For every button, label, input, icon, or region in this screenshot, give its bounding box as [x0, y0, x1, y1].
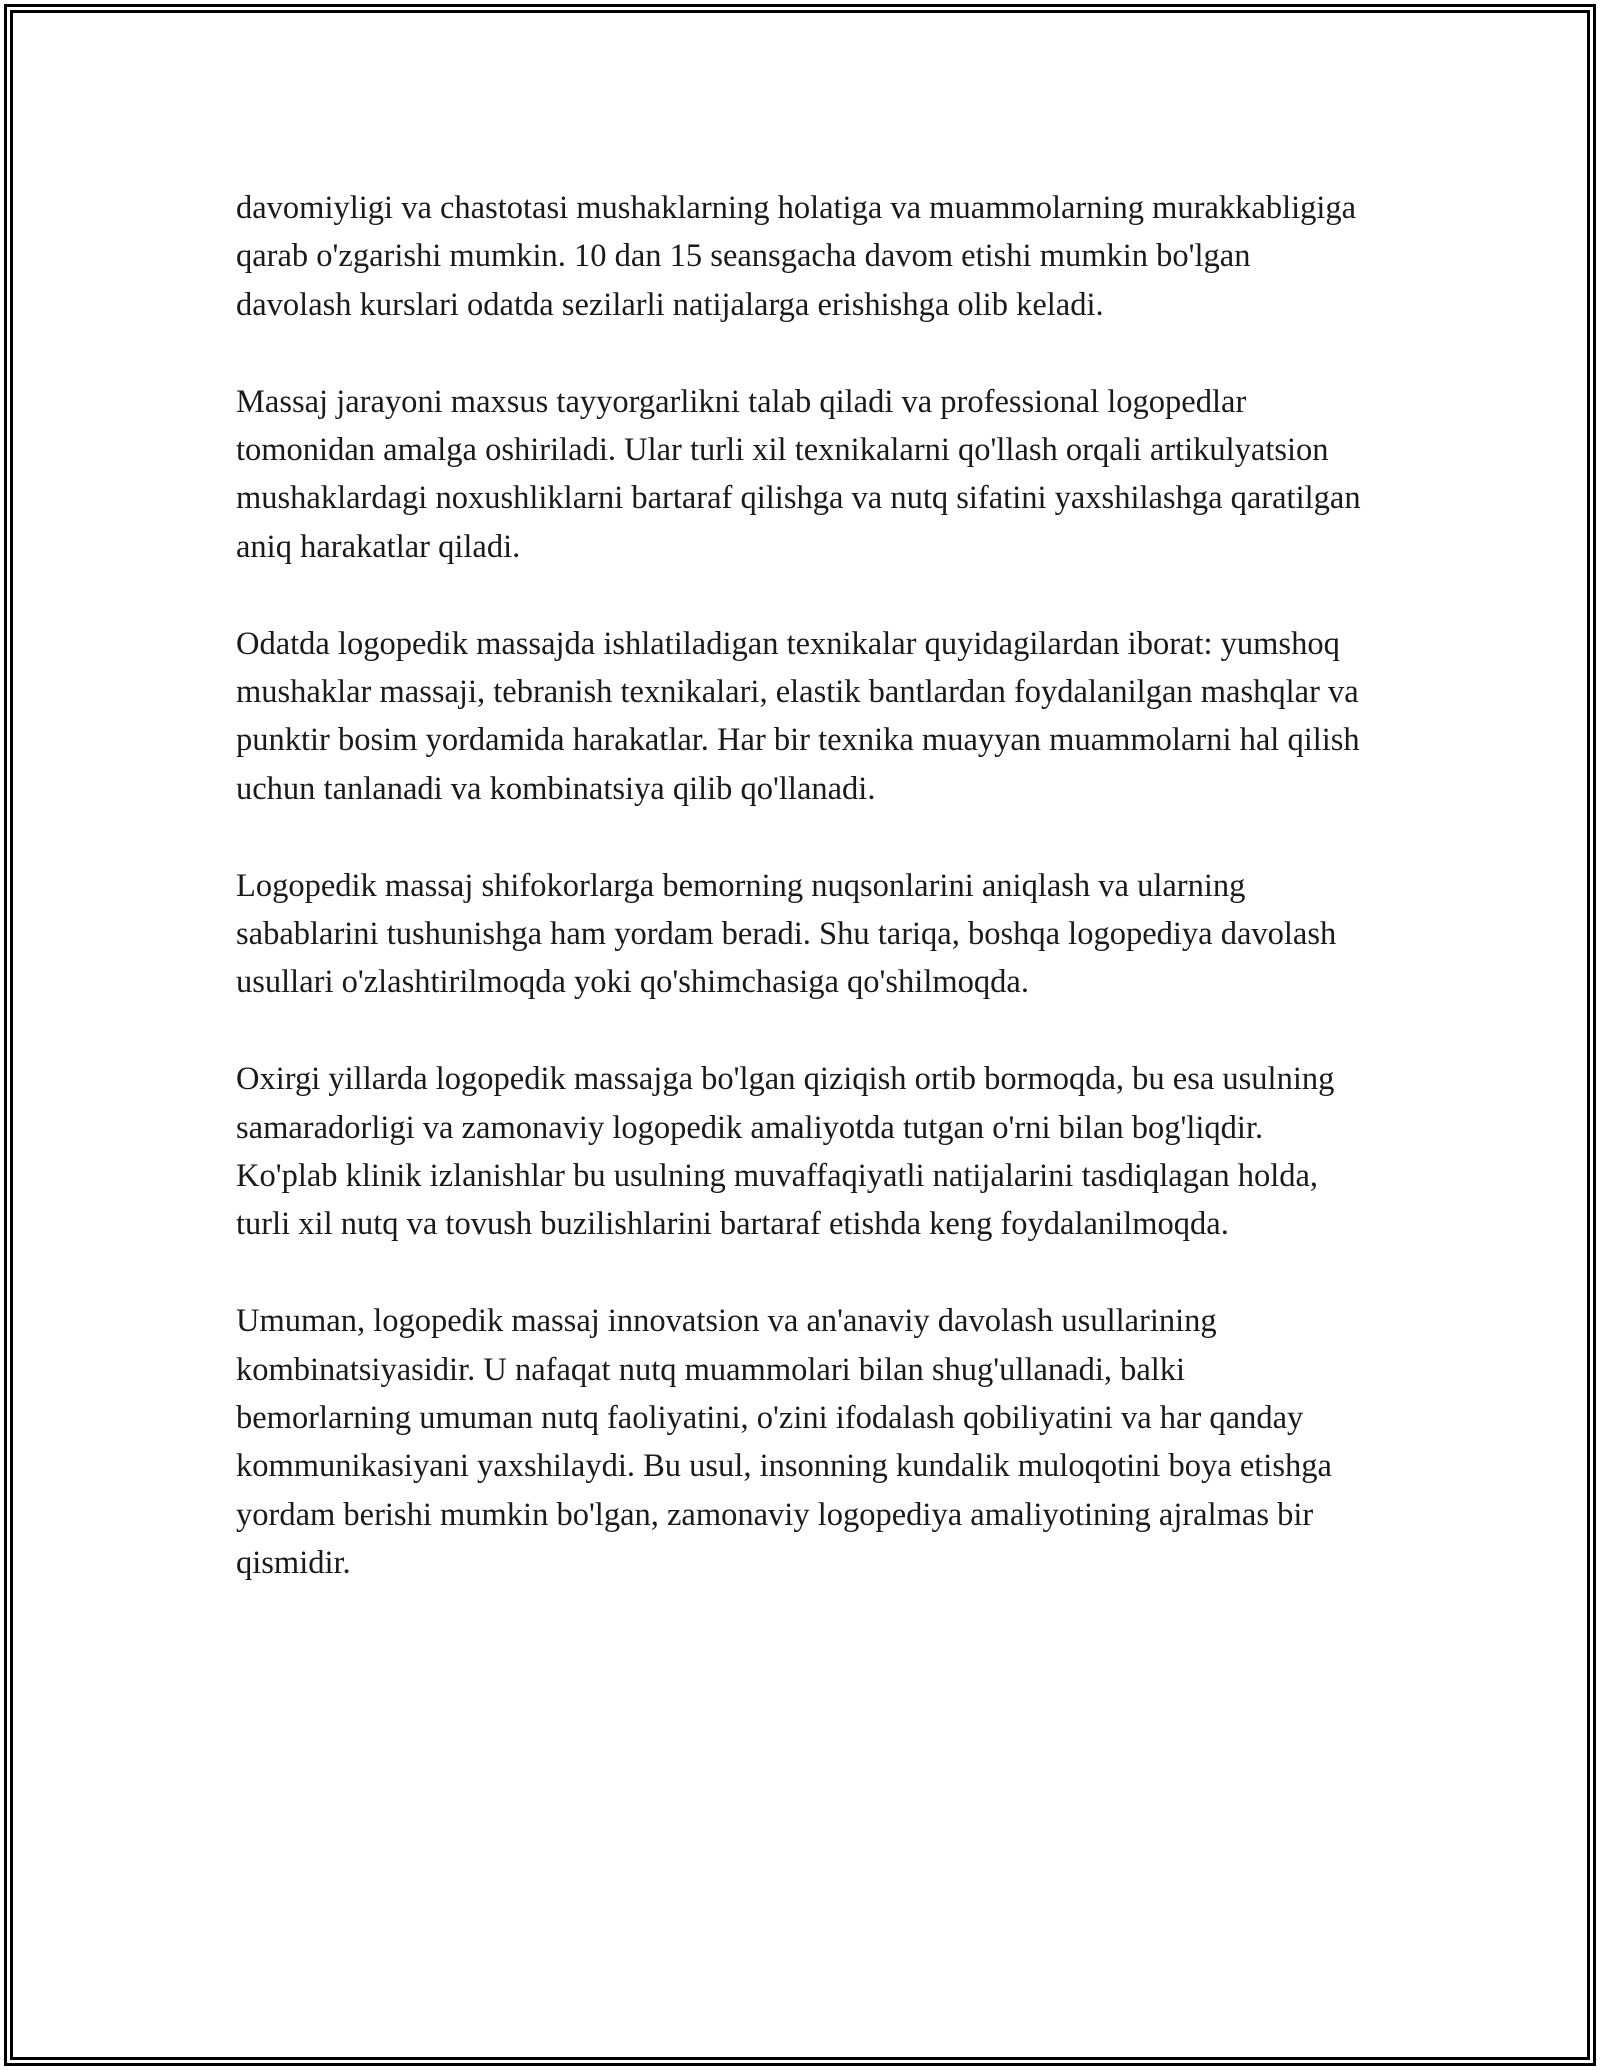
- paragraph-4: Logopedik massaj shifokorlarga bemorning nuqsonlarini aniqlash va ularning sabablarini tushunishga ham yordam beradi. Shu tariqa, boshqa logopediya davolash usullari o'zlashtirilmoqda yoki qo'shimchasiga qo'shilmoqda.: [236, 867, 1337, 1001]
- paragraph-1: davomiyligi va chastotasi mushaklarning holatiga va muammolarning murakkabligiga qarab o'zgarishi mumkin. 10 dan 15 seansgacha davom etishi mumkin bo'lgan davolash kurslari odatda sezilarli natijalarga erishishga olib keladi.: [236, 190, 1357, 323]
- paragraph-6: Umuman, logopedik massaj innovatsion va an'anaviy davolash usullarining kombinatsiyasidir. U nafaqat nutq muammolari bilan shug'ullanadi, balki bemorlarning umuman nutq faoliyatini, o'zini ifodalash qobiliyatini va har qanday kommunikasiyani yaxshilaydi. Bu usul, insonning kundalik muloqotini boya etishga yordam berishi mumkin bo'lgan, zamonaviy logopediya amaliyotining ajralmas bir qismidir.: [236, 1303, 1332, 1582]
- document-body: [236, 184, 1366, 1636]
- paragraph-5: Oxirgi yillarda logopedik massajga bo'lgan qiziqish ortib bormoqda, bu esa usulning samaradorligi va zamonaviy logopedik amaliyotda tutgan o'rni bilan bog'liqdir. Ko'plab klinik izlanishlar bu usulning muvaffaqiyatli natijalarini tasdiqlagan holda, turli xil nutq va tovush buzilishlarini bartaraf etishda keng foydalanilmoqda.: [236, 1061, 1335, 1243]
- paragraph-2: Massaj jarayoni maxsus tayyorgarlikni talab qiladi va professional logopedlar tomonidan amalga oshiriladi. Ular turli xil texnikalarni qo'llash orqali artikulyatsion mushaklardagi noxushliklarni bartaraf qilishga va nutq sifatini yaxshilashga qaratilgan aniq harakatlar qiladi.: [236, 383, 1361, 565]
- paragraph-3: Odatda logopedik massajda ishlatiladigan texnikalar quyidagilardan iborat: yumshoq mushaklar massaji, tebranish texnikalari, elastik bantlardan foydalanilgan mashqlar va punktir bosim yordamida harakatlar. Har bir texnika muayyan muammolarni hal qilish uchun tanlanadi va kombinatsiya qilib qo'llanadi.: [236, 625, 1360, 807]
